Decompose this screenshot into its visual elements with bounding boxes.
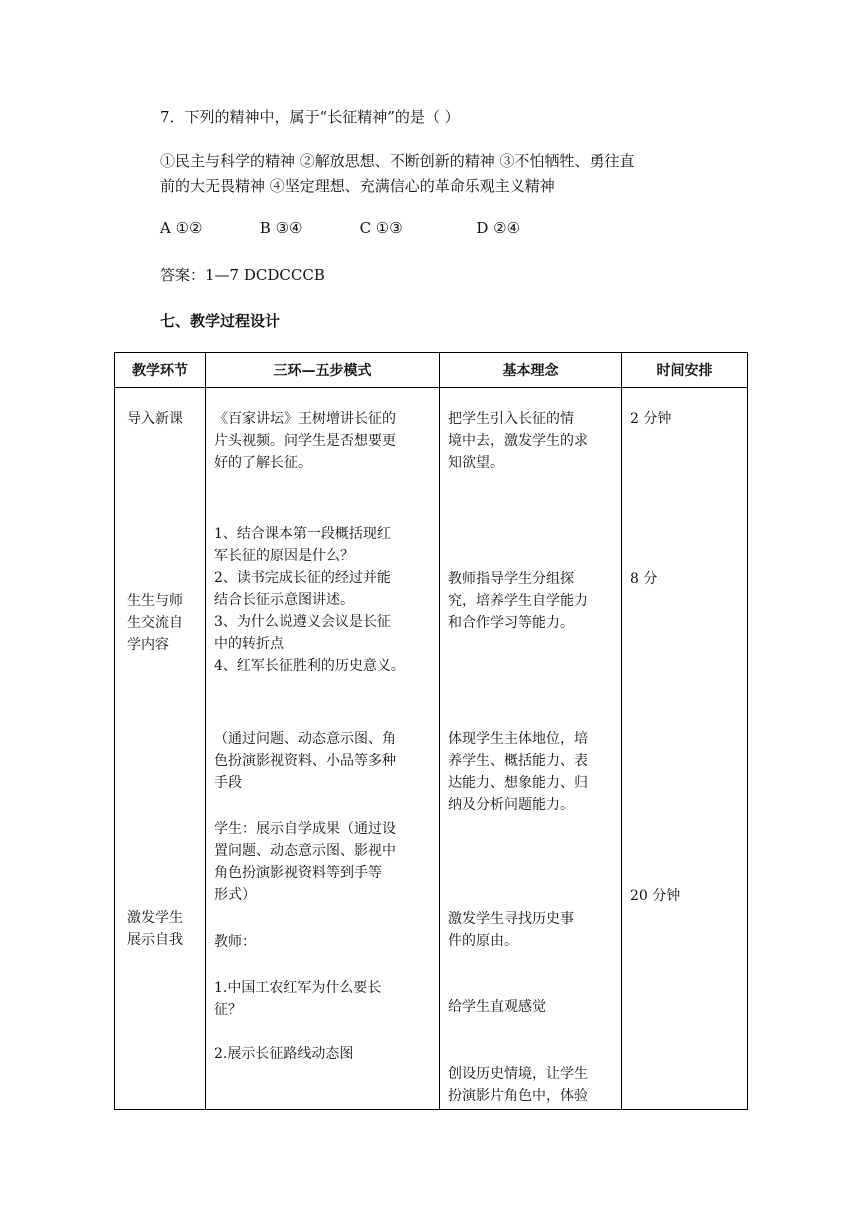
mode-line: 结合长征示意图讲述。 bbox=[214, 592, 354, 608]
choice-b: B ③④ bbox=[259, 219, 303, 237]
concept-line: 达能力、想象能力、归 bbox=[448, 775, 588, 791]
mode-line: 2、读书完成长征的经过并能 bbox=[214, 570, 391, 586]
col-mode bbox=[206, 388, 440, 1110]
time-show: 20 分钟 bbox=[630, 888, 681, 904]
table-body-row bbox=[115, 388, 748, 1110]
concept-line: 纳及分析问题能力。 bbox=[448, 797, 574, 813]
header-mode: 三环—五步模式 bbox=[206, 353, 440, 388]
stage-exchange-2: 生交流自 bbox=[127, 615, 183, 631]
stage-show-2: 展示自我 bbox=[127, 932, 183, 948]
header-time: 时间安排 bbox=[622, 353, 748, 388]
question-stem: 7．下列的精神中，属于“长征精神”的是（ ） bbox=[160, 108, 460, 126]
concept-line: 境中去，激发学生的求 bbox=[448, 433, 588, 449]
mode-line: 中的转折点 bbox=[214, 636, 284, 652]
answer-line: 答案：1—7 DCDCCCB bbox=[160, 266, 325, 284]
mode-line: 好的了解长征。 bbox=[214, 455, 312, 471]
concept-line: 教师指导学生分组探 bbox=[448, 571, 574, 587]
mode-line: 置问题、动态意示图、影视中 bbox=[214, 843, 396, 859]
stage-show-1: 激发学生 bbox=[127, 910, 183, 926]
mode-line: 4、红军长征胜利的历史意义。 bbox=[214, 658, 405, 674]
concept-line: 创设历史情境，让学生 bbox=[448, 1066, 588, 1082]
section-title: 七、教学过程设计 bbox=[160, 312, 281, 330]
concept-line: 给学生直观感觉 bbox=[448, 999, 546, 1015]
concept-line: 激发学生寻找历史事 bbox=[448, 911, 574, 927]
choice-d: D ②④ bbox=[476, 219, 521, 237]
choice-c: C ①③ bbox=[359, 219, 403, 237]
mode-line: 教师： bbox=[214, 934, 256, 950]
concept-line: 体现学生主体地位，培 bbox=[448, 731, 588, 747]
concept-line: 扮演影片角色中，体验 bbox=[448, 1088, 588, 1104]
mode-line: （通过问题、动态意示图、角 bbox=[214, 731, 396, 747]
options-line-2: 前的大无畏精神 ④坚定理想、充满信心的革命乐观主义精神 bbox=[160, 177, 555, 195]
mode-line: 《百家讲坛》王树增讲长征的 bbox=[214, 411, 396, 427]
concept-line: 究，培养学生自学能力 bbox=[448, 593, 588, 609]
stage-exchange-3: 学内容 bbox=[127, 637, 169, 653]
mode-line: 形式） bbox=[214, 887, 256, 903]
mode-line: 征？ bbox=[214, 1002, 242, 1018]
choice-a: A ①② bbox=[160, 219, 203, 237]
stage-intro: 导入新课 bbox=[127, 411, 183, 427]
options-line-1: ①民主与科学的精神 ②解放思想、不断创新的精神 ③不怕牺牲、勇往直 bbox=[160, 152, 635, 170]
mode-line: 角色扮演影视资料等到手等 bbox=[214, 865, 382, 881]
stage-exchange-1: 生生与师 bbox=[127, 593, 183, 609]
mode-line: 片头视频。问学生是否想要更 bbox=[214, 433, 396, 449]
mode-line: 3、为什么说遵义会议是长征 bbox=[214, 614, 391, 630]
mode-line: 1、结合课本第一段概括现红 bbox=[214, 526, 391, 542]
col-teaching-stage bbox=[115, 388, 206, 1110]
mode-line: 色扮演影视资料、小品等多种 bbox=[214, 753, 396, 769]
choices-row bbox=[160, 219, 520, 237]
teaching-process-table bbox=[114, 352, 748, 1110]
mode-line: 军长征的原因是什么？ bbox=[214, 548, 354, 564]
mode-line: 学生：展示自学成果（通过设 bbox=[214, 821, 396, 837]
mode-line: 2.展示长征路线动态图 bbox=[214, 1046, 354, 1062]
concept-line: 知欲望。 bbox=[448, 455, 504, 471]
header-concept: 基本理念 bbox=[440, 353, 622, 388]
mode-line: 1.中国工农红军为什么要长 bbox=[214, 980, 382, 996]
col-concept bbox=[440, 388, 622, 1110]
concept-line: 养学生、概括能力、表 bbox=[448, 753, 588, 769]
col-time bbox=[622, 388, 748, 1110]
concept-line: 和合作学习等能力。 bbox=[448, 615, 574, 631]
time-intro: 2 分钟 bbox=[630, 411, 672, 427]
time-exchange: 8 分 bbox=[630, 571, 658, 587]
concept-line: 件的原由。 bbox=[448, 933, 518, 949]
table-header-row bbox=[115, 353, 748, 388]
header-teaching-stage: 教学环节 bbox=[115, 353, 206, 388]
concept-line: 把学生引入长征的情 bbox=[448, 411, 574, 427]
mode-line: 手段 bbox=[214, 775, 242, 791]
